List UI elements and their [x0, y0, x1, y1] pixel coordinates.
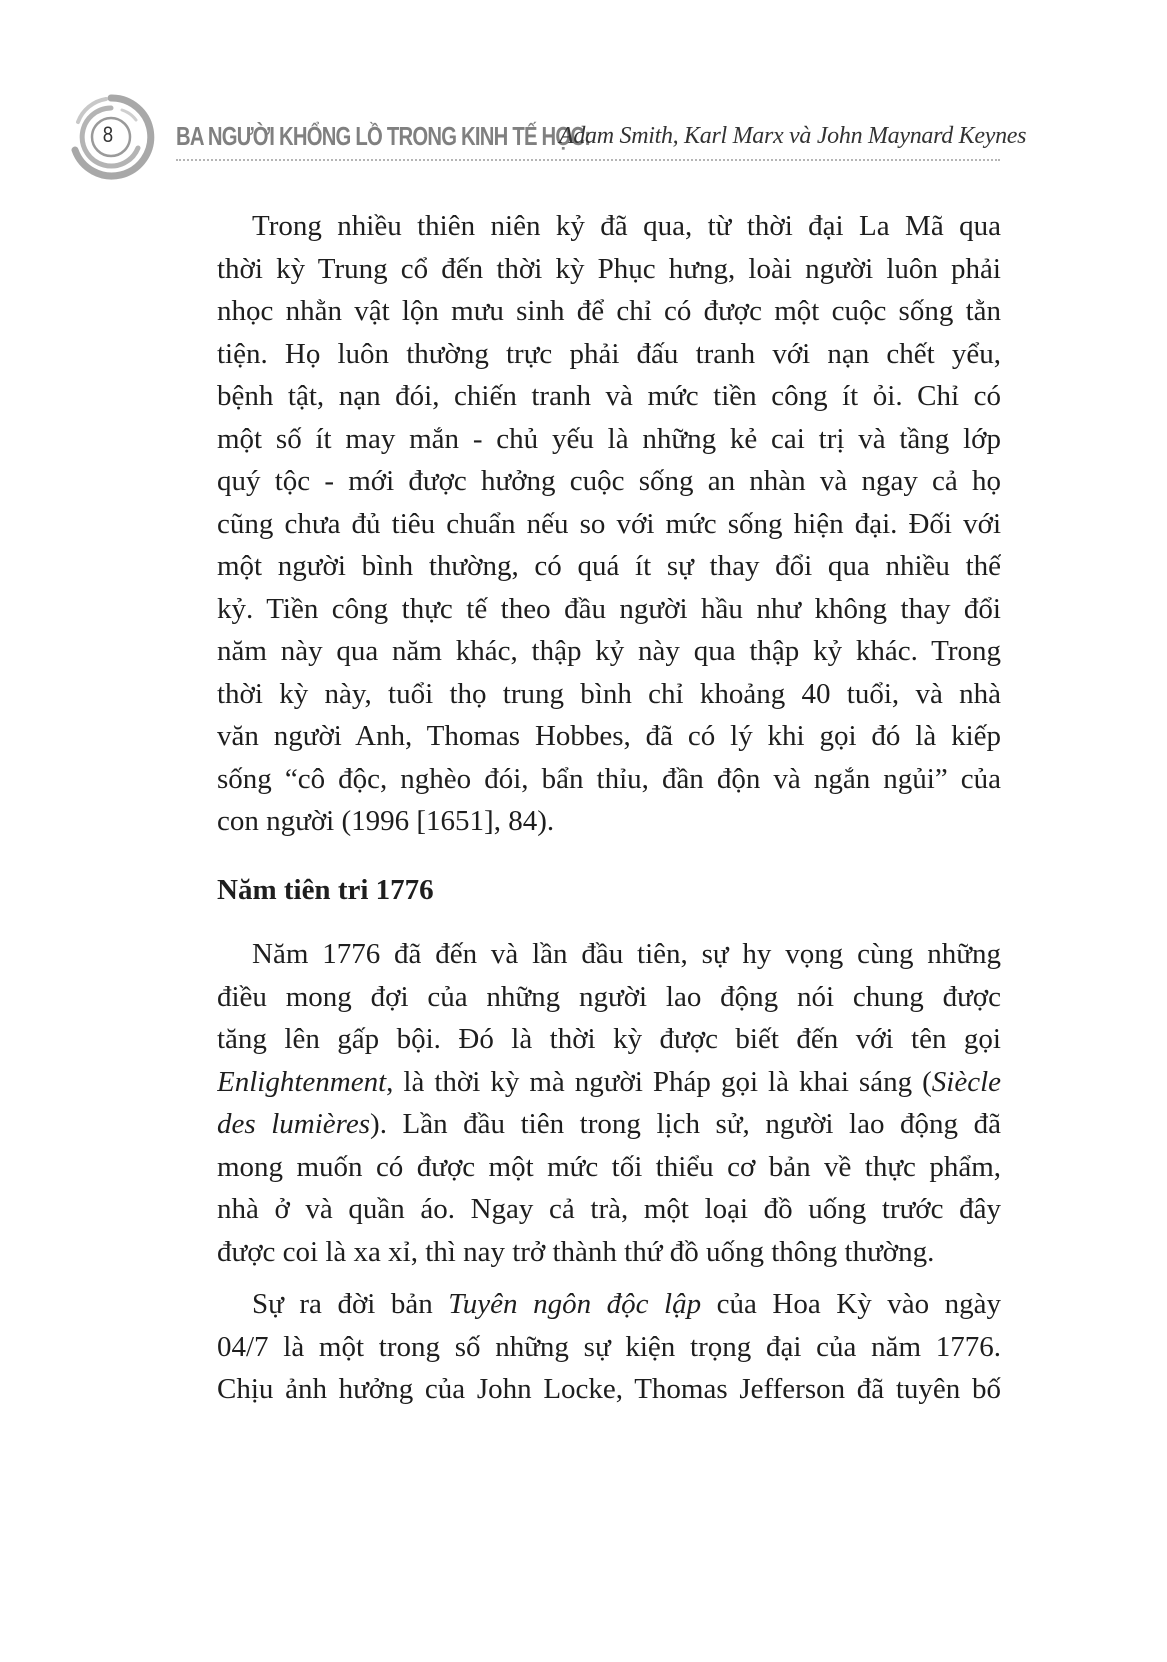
text-line: Trong nhiều thiên niên kỷ đã qua, từ thời đại La Mã qua	[252, 210, 1001, 242]
paragraph	[217, 1283, 1001, 1411]
paragraph	[217, 933, 1001, 1273]
text-line: mong muốn có được một mức tối thiểu cơ bản về thực phẩm,	[217, 1150, 1001, 1183]
text-line: con người (1996 [1651], 84).	[217, 805, 555, 837]
text-line: sống “cô độc, nghèo đói, bẩn thỉu, đần độn và ngắn ngủi” của	[217, 762, 1001, 795]
italic-term: Tuyên ngôn độc lập	[448, 1288, 702, 1320]
text-line	[217, 1103, 1001, 1146]
text-line: Năm 1776 đã đến và lần đầu tiên, sự hy vọng cùng những	[252, 938, 1001, 970]
text-line: kỷ. Tiền công thực tế theo đầu người hầu như không thay đổi	[217, 592, 1001, 625]
text-line: năm này qua năm khác, thập kỷ này qua thập kỷ khác. Trong	[217, 635, 1001, 667]
text-line: văn người Anh, Thomas Hobbes, đã có lý khi gọi đó là kiếp	[217, 720, 1001, 752]
text-line: quý tộc - mới được hưởng cuộc sống an nhàn và ngay cả họ	[217, 465, 1001, 497]
header-dotted-rule	[176, 159, 1000, 161]
section-heading: Năm tiên tri 1776	[217, 874, 434, 906]
italic-term: Siècle	[931, 1065, 1001, 1098]
page-number: 8	[102, 122, 114, 147]
book-subtitle: Adam Smith, Karl Marx và John Maynard Keynes	[559, 123, 1027, 149]
text-line	[217, 1061, 1001, 1104]
text-span: ). Lần đầu tiên trong lịch sử, người lao động đã	[370, 1108, 1001, 1140]
text-line: được coi là xa xỉ, thì nay trở thành thứ đồ uống thông thường.	[217, 1235, 935, 1268]
italic-term: Enlightenment	[217, 1065, 387, 1098]
text-line	[217, 1283, 1001, 1326]
book-title: BA NGƯỜI KHỔNG LỒ TRONG KINH TẾ HỌC:	[176, 121, 591, 151]
running-title	[176, 118, 1027, 155]
text-line: điều mong đợi của những người lao động nói chung được	[217, 980, 1001, 1013]
running-header	[0, 0, 1167, 200]
text-line: tăng lên gấp bội. Đó là thời kỳ được biết đến với tên gọi	[217, 1023, 1001, 1055]
text-line: 04/7 là một trong số những sự kiện trọng đại của năm 1776.	[217, 1330, 1001, 1363]
text-line: thời kỳ này, tuổi thọ trung bình chỉ khoảng 40 tuổi, và nhà	[217, 677, 1001, 710]
text-line: một số ít may mắn - chủ yếu là những kẻ cai trị và tầng lớp	[217, 422, 1001, 455]
text-line: thời kỳ Trung cổ đến thời kỳ Phục hưng, loài người luôn phải	[217, 252, 1001, 285]
italic-term: des lumières	[217, 1108, 371, 1140]
paragraph	[217, 205, 1001, 843]
text-line: cũng chưa đủ tiêu chuẩn nếu so với mức sống hiện đại. Đối với	[217, 507, 1001, 540]
text-span: Sự ra đời bản	[252, 1288, 449, 1320]
text-line: Chịu ảnh hưởng của John Locke, Thomas Jefferson đã tuyên bố	[217, 1373, 1001, 1405]
text-line: một người bình thường, có quá ít sự thay đổi qua nhiều thế	[217, 550, 1001, 582]
page-number-badge	[66, 92, 156, 182]
text-span: , là thời kỳ mà người Pháp gọi là khai sáng (	[386, 1065, 932, 1098]
text-line: bệnh tật, nạn đói, chiến tranh và mức tiền công ít ỏi. Chỉ có	[217, 380, 1001, 412]
text-line: tiện. Họ luôn thường trực phải đấu tranh với nạn chết yểu,	[217, 337, 1001, 370]
text-span: của Hoa Kỳ vào ngày	[701, 1288, 1001, 1320]
text-line: nhọc nhằn vật lộn mưu sinh để chỉ có được một cuộc sống tằn	[217, 295, 1001, 327]
text-line: nhà ở và quần áo. Ngay cả trà, một loại đồ uống trước đây	[217, 1193, 1001, 1225]
